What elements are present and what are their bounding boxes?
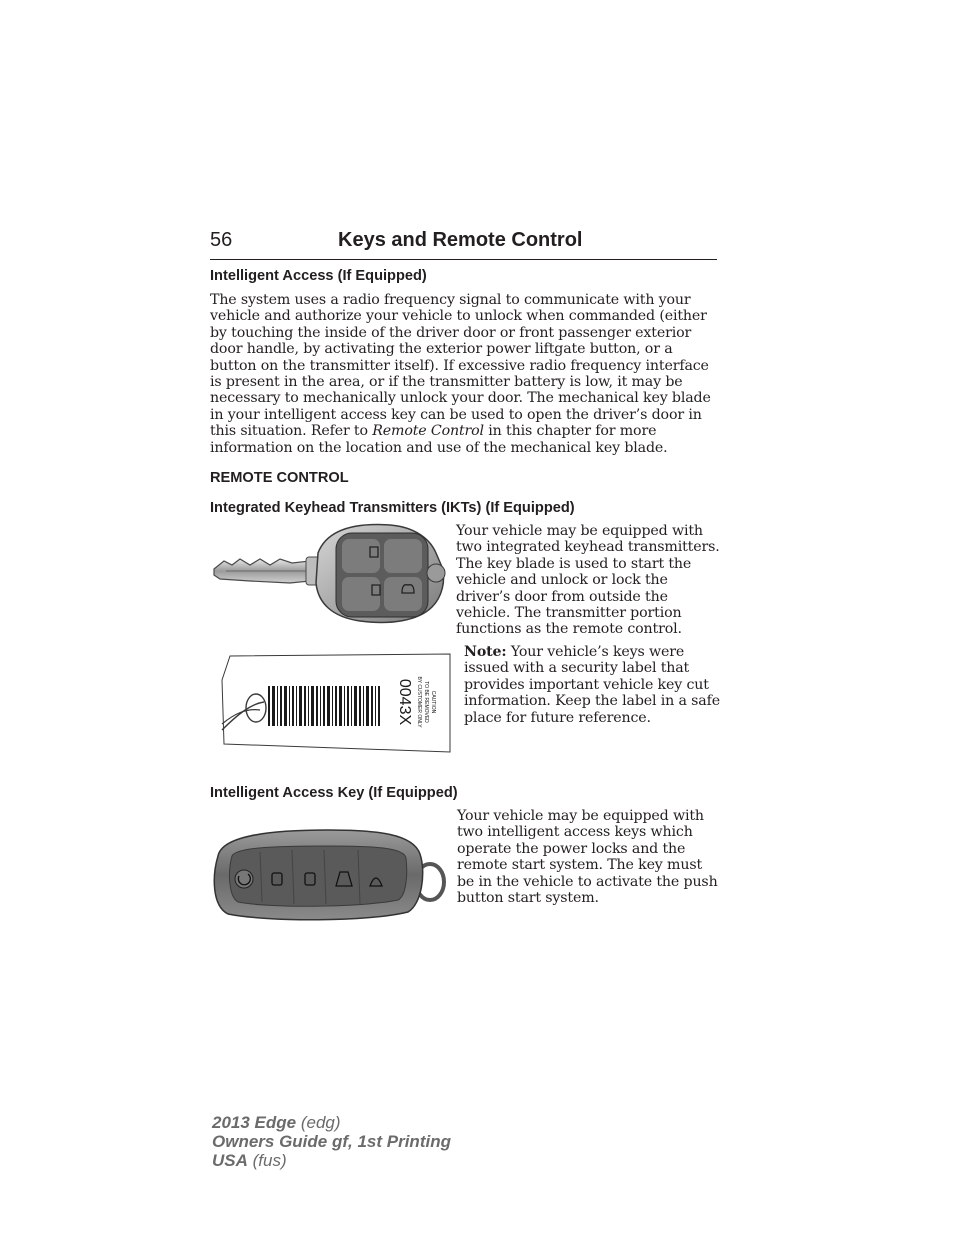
caution-line-3: BY CUSTOMER ONLY xyxy=(416,676,422,728)
intelligent-access-text-1: The system uses a radio frequency signal to communicate with your vehicle and authorize your vehicle to unlock when commanded (either by touching the inside of the driver door or front passenger exterior door handle, by activating the exterior power liftgate button, or a button on the transmitter itself). If excessive radio frequency interface is present in the area, or if the transmitter battery is low, it may be necessary to mechanically unlock your door. The mechanical key blade in your intelligent access key can be used to open the driver’s door in this situation. Refer to xyxy=(210,292,711,440)
integrated-keyhead-transmitter-illustration xyxy=(210,523,450,633)
ikt-heading: Integrated Keyhead Transmitters (IKTs) (If Equipped) xyxy=(210,500,575,516)
security-label-illustration xyxy=(220,652,452,754)
page-footer xyxy=(212,1113,451,1170)
caution-line-2: TO BE REMOVED xyxy=(423,681,429,723)
footer-model-code: (edg) xyxy=(300,1113,341,1132)
intelligent-key-paragraph: Your vehicle may be equipped with two intelligent access keys which operate the power locks and the remote start system. The key must be in the vehicle to activate the push button start system. xyxy=(457,808,718,907)
intelligent-access-paragraph xyxy=(210,292,720,456)
caution-line-1: CAUTION xyxy=(430,690,436,714)
intelligent-access-text-2: in this chapter for more information on the location and use of the mechanical key blade. xyxy=(210,423,668,456)
page-header xyxy=(210,229,717,260)
note-label: Note: xyxy=(464,644,507,660)
intelligent-access-key-illustration xyxy=(208,826,450,922)
footer-model: 2013 Edge xyxy=(212,1113,297,1132)
page-number: 56 xyxy=(210,229,233,251)
intelligent-access-heading: Intelligent Access (If Equipped) xyxy=(210,268,427,284)
note-text: Your vehicle’s keys were issued with a security label that provides important vehicle key cut information. Keep the label in a safe place for future reference. xyxy=(464,644,720,726)
key-code: 0043X xyxy=(396,678,413,726)
intelligent-key-heading: Intelligent Access Key (If Equipped) xyxy=(210,785,458,801)
barcode xyxy=(268,686,380,726)
chapter-title: Keys and Remote Control xyxy=(338,229,583,251)
footer-market: USA xyxy=(212,1151,248,1170)
remote-control-heading: REMOTE CONTROL xyxy=(210,470,349,486)
remote-control-reference: Remote Control xyxy=(372,423,484,440)
footer-guide: Owners Guide gf, 1st Printing xyxy=(212,1132,451,1151)
ikt-paragraph: Your vehicle may be equipped with two integrated keyhead transmitters. The key blade is used to start the vehicle and unlock or lock the driver’s door from outside the vehicle. The transmitter portion functions as the remote control. xyxy=(456,523,720,638)
footer-market-code: (fus) xyxy=(252,1151,287,1170)
ikt-note xyxy=(464,644,722,726)
